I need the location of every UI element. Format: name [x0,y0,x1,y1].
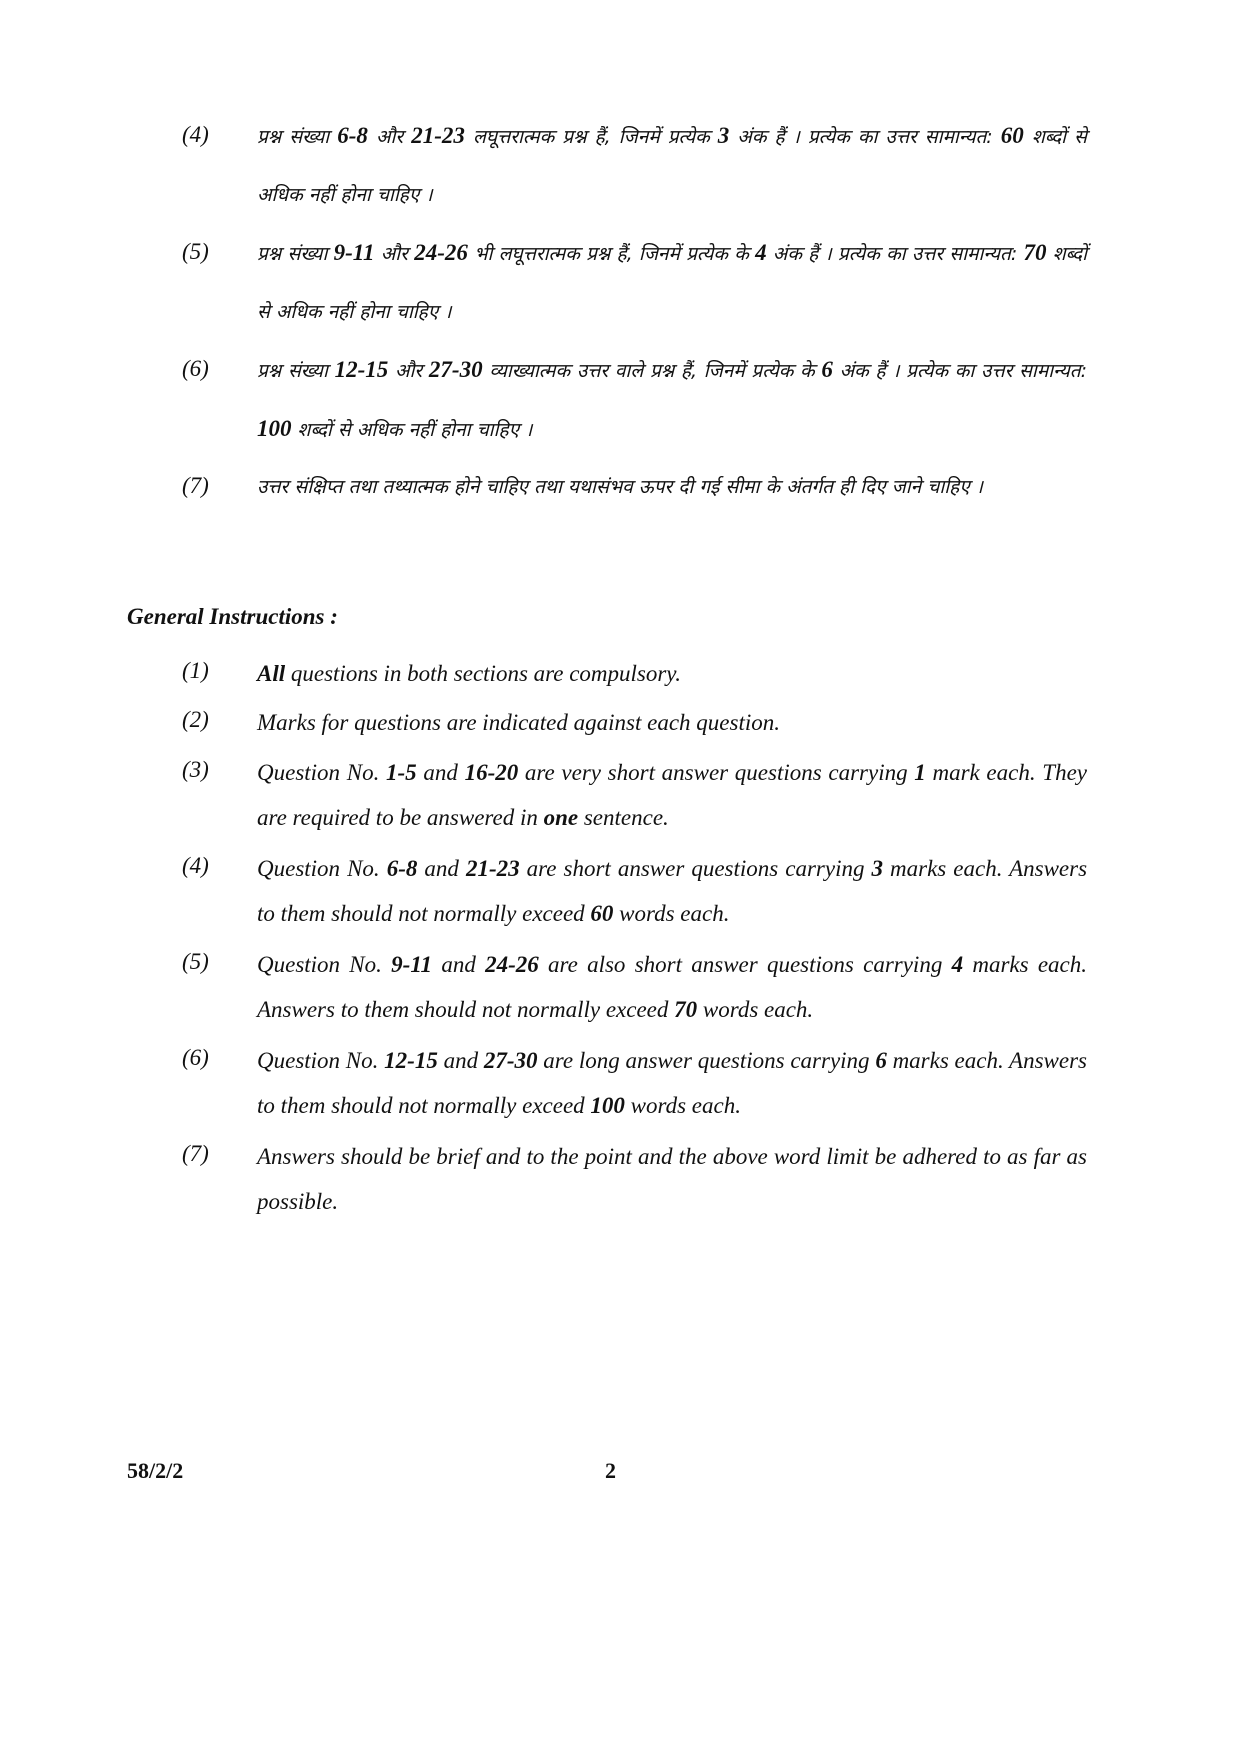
instruction-text: प्रश्न संख्या 12-15 और 27-30 व्याख्यात्मक उत्तर वाले प्रश्न हैं, जिनमें प्रत्येक के 6 अंक हैं । प्रत्येक का उत्तर सामान्यत: 100 शब्दों से अधिक नहीं होना चाहिए । [257,357,1087,441]
instruction-text: Answers should be brief and to the point and the above word limit be adhered to as far as possible. [257,1144,1087,1214]
instruction-number: (5) [182,239,209,264]
instruction-text: Marks for questions are indicated against each question. [257,710,780,735]
english-instruction-2 [182,700,1087,745]
instruction-number: (4) [182,122,209,147]
english-instruction-6 [182,1038,1087,1128]
instruction-text: Question No. 12-15 and 27-30 are long answer questions carrying 6 marks each. Answers to them should not normally exceed 100 words each. [257,1048,1088,1118]
hindi-instruction-4 [182,107,1087,224]
instruction-number: (6) [182,1045,209,1070]
instruction-text: All questions in both sections are compulsory. [257,661,681,686]
hindi-instruction-5 [182,224,1087,341]
english-instruction-7 [182,1134,1087,1224]
instruction-number: (7) [182,473,209,498]
instruction-text: उत्तर संक्षिप्त तथा तथ्यात्मक होने चाहिए तथा यथासंभव ऊपर दी गई सीमा के अंतर्गत ही दिए जाने चाहिए । [257,476,984,498]
instruction-text: Question No. 1-5 and 16-20 are very short answer questions carrying 1 mark each. They are required to be answered in one sentence. [257,760,1087,830]
instruction-number: (2) [182,707,209,732]
page-number: 2 [605,1458,616,1483]
english-instruction-4 [182,846,1087,936]
instruction-number: (4) [182,853,209,878]
instruction-number: (3) [182,757,209,782]
instruction-text: प्रश्न संख्या 6-8 और 21-23 लघूत्तरात्मक प्रश्न हैं, जिनमें प्रत्येक 3 अंक हैं । प्रत्येक का उत्तर सामान्यत: 60 शब्दों से अधिक नहीं होना चाहिए । [257,123,1087,206]
instruction-text: प्रश्न संख्या 9-11 और 24-26 भी लघूत्तरात्मक प्रश्न हैं, जिनमें प्रत्येक के 4 अंक हैं । प्रत्येक का उत्तर सामान्यत: 70 शब्दों से अधिक नहीं होना चाहिए । [257,240,1088,323]
instruction-number: (5) [182,949,209,974]
paper-code: 58/2/2 [127,1458,184,1483]
instruction-number: (7) [182,1141,209,1166]
instruction-text: Question No. 6-8 and 21-23 are short answer questions carrying 3 marks each. Answers to them should not normally exceed 60 words each. [257,856,1088,926]
hindi-instruction-7 [182,458,1087,516]
hindi-instruction-6 [182,341,1087,459]
english-instruction-1 [182,651,1087,696]
general-instructions-heading: General Instructions : [127,604,338,629]
english-instruction-5 [182,942,1087,1032]
instruction-text: Question No. 9-11 and 24-26 are also short answer questions carrying 4 marks each. Answers to them should not normally exceed 70 words each. [257,952,1088,1022]
english-instruction-3 [182,750,1087,840]
instruction-number: (6) [182,356,209,381]
instruction-number: (1) [182,658,209,683]
